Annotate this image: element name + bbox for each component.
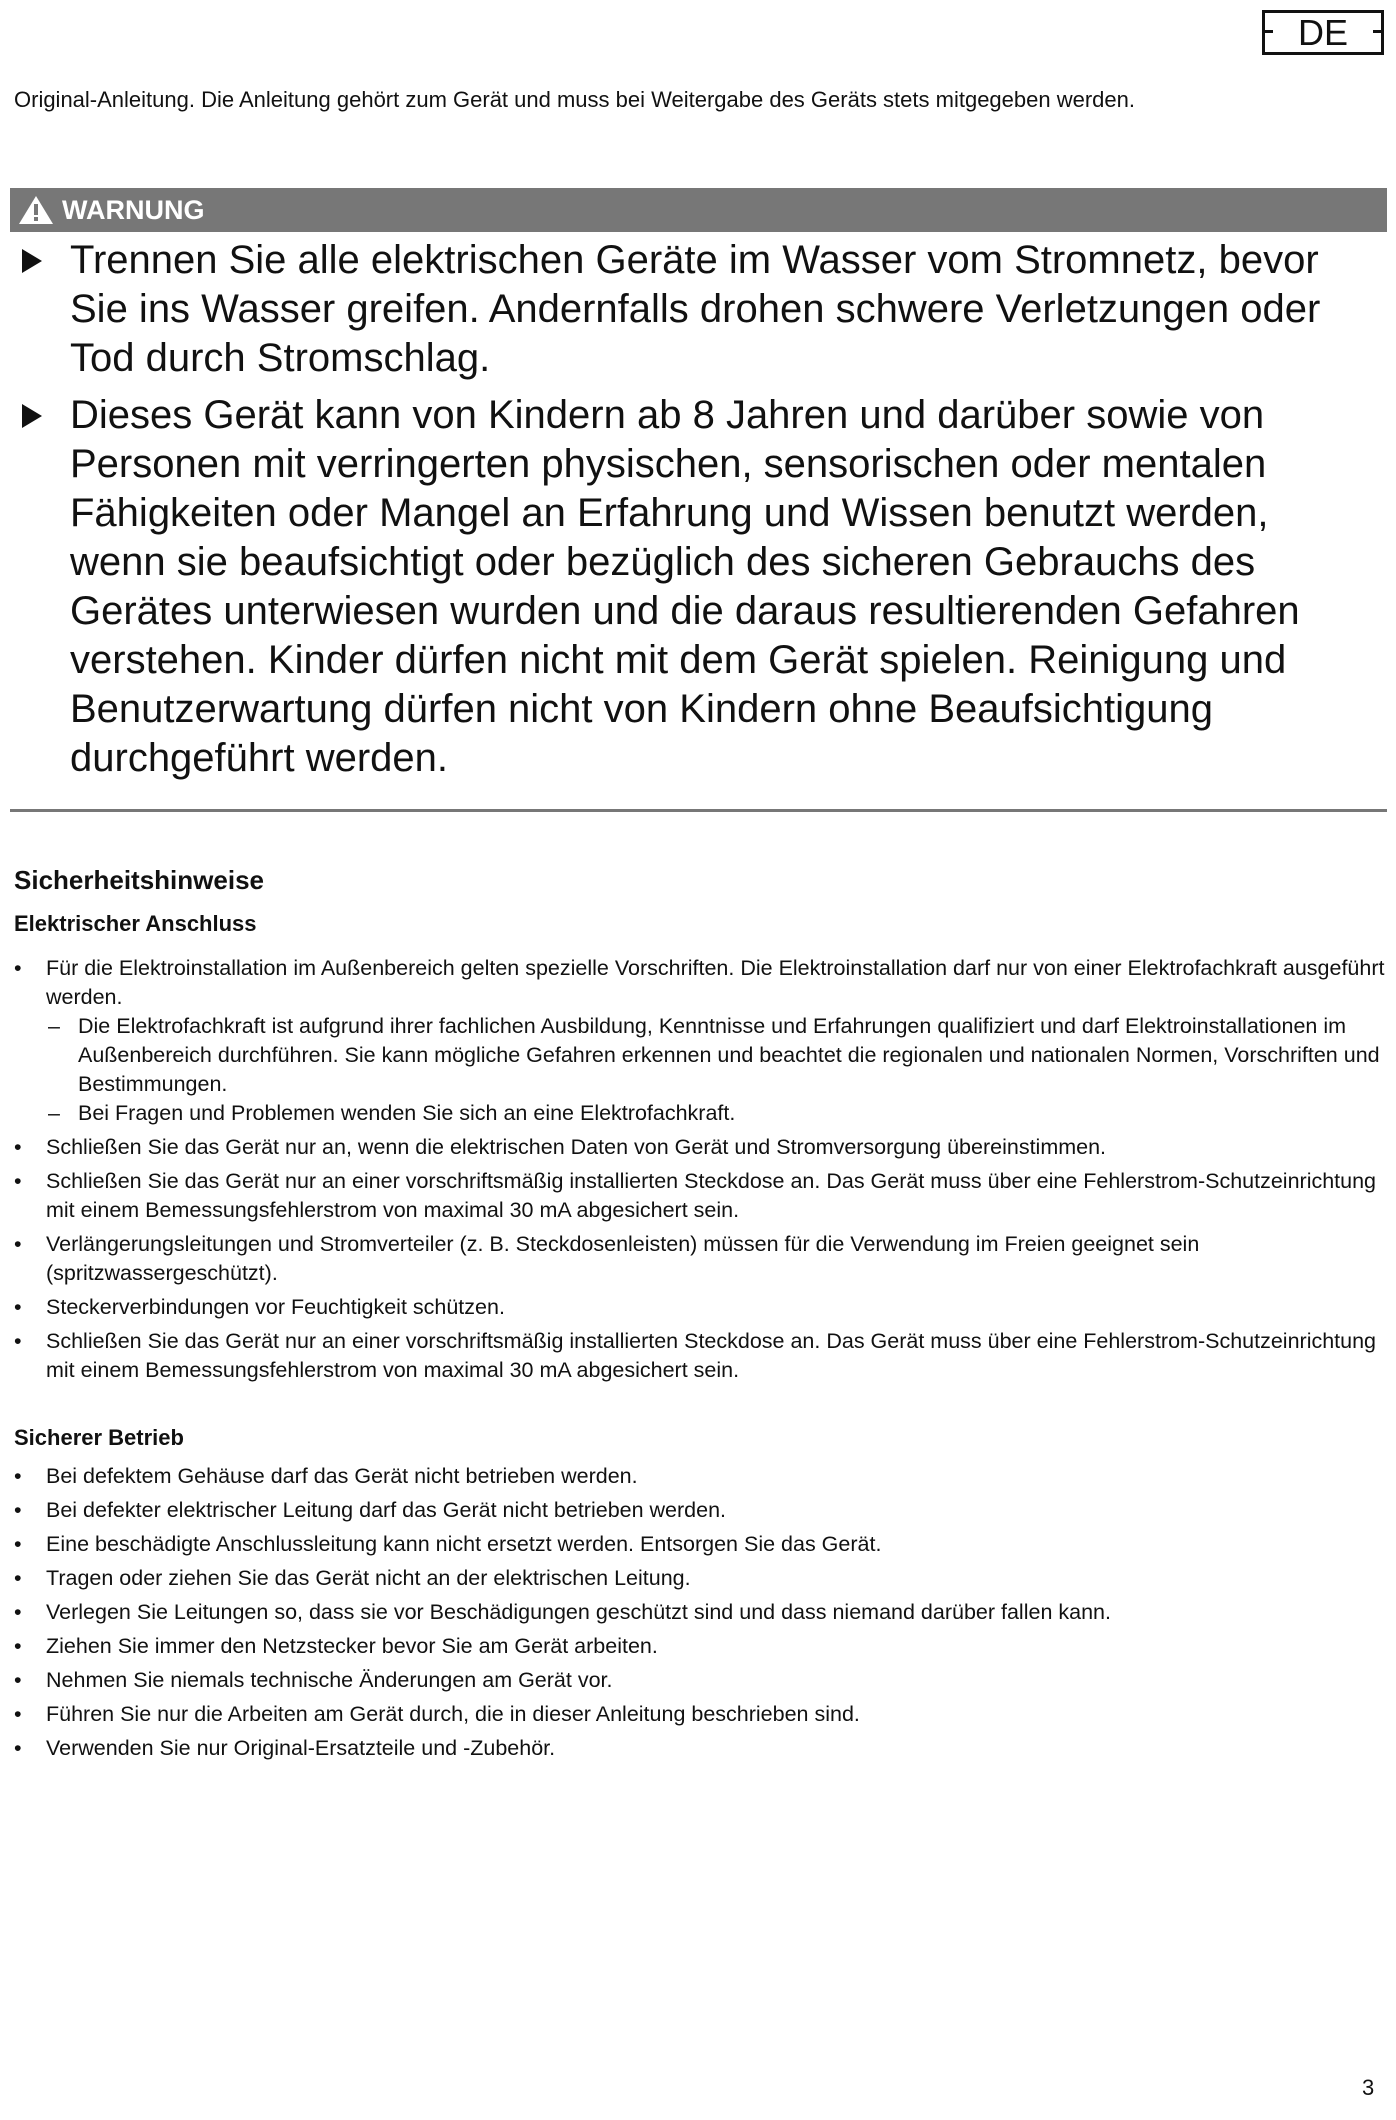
language-badge: [1262, 10, 1384, 55]
warning-label: WARNUNG: [62, 195, 205, 225]
warning-item-text: Trennen Sie alle elektrischen Geräte im Wasser vom Stromnetz, bevor Sie ins Wasser greifen. Andernfalls drohen schwere Verletzungen oder Tod durch Stromschlag.: [70, 238, 1321, 380]
list-item: [14, 1327, 1386, 1385]
arrow-right-icon: [22, 404, 42, 428]
list-item-text: Nehmen Sie niemals technische Änderungen am Gerät vor.: [46, 1668, 613, 1692]
badge-dash-left: [1263, 30, 1273, 33]
list-item: [14, 1564, 1386, 1593]
list-item-text: Führen Sie nur die Arbeiten am Gerät durch, die in dieser Anleitung beschrieben sind.: [46, 1702, 860, 1726]
bullet-icon: •: [14, 1169, 22, 1193]
warning-item-text: Dieses Gerät kann von Kindern ab 8 Jahren und darüber sowie von Personen mit verringerten physischen, sensorischen oder mentalen Fähigkeiten oder Mangel an Erfahrung und Wissen benutzt werden, wenn sie beaufsichtigt oder bezüglich des sicheren Gebrauchs des Gerätes unterwiesen wurden und die daraus resultierenden Gefahren verstehen. Kinder dürfen nicht mit dem Gerät spielen. Reinigung und Benutzerwartung dürfen nicht von Kindern ohne Beaufsichtigung durchgeführt werden.: [70, 393, 1300, 780]
list-item-text: Schließen Sie das Gerät nur an, wenn die elektrischen Daten von Gerät und Stromversorgung übereinstimmen.: [46, 1135, 1107, 1159]
warning-body: [0, 236, 1396, 791]
list-item-text: Eine beschädigte Anschlussleitung kann nicht ersetzt werden. Entsorgen Sie das Gerät.: [46, 1532, 882, 1556]
list-item-text: Tragen oder ziehen Sie das Gerät nicht an der elektrischen Leitung.: [46, 1566, 691, 1590]
list-item-text: Schließen Sie das Gerät nur an einer vorschriftsmäßig installierten Steckdose an. Das Gerät muss über eine Fehlerstrom-Schutzeinrichtung mit einem Bemessungsfehlerstrom von maximal 30 mA abgesichert sein.: [46, 1169, 1377, 1222]
section-title: Sicherheitshinweise: [14, 865, 264, 895]
list-item: [14, 1293, 1386, 1322]
bullet-icon: •: [14, 1634, 22, 1658]
warning-item: [70, 391, 1375, 783]
list-item: [14, 954, 1386, 1128]
bullet-icon: •: [14, 1135, 22, 1159]
sub-list-item: [48, 1012, 1386, 1099]
list-item-text: Verlegen Sie Leitungen so, dass sie vor Beschädigungen geschützt sind und dass niemand darüber fallen kann.: [46, 1600, 1111, 1624]
intro-text: Original-Anleitung. Die Anleitung gehört zum Gerät und muss bei Weitergabe des Geräts stets mitgegeben werden.: [14, 87, 1135, 112]
sub-list-item-text: Bei Fragen und Problemen wenden Sie sich an eine Elektrofachkraft.: [78, 1101, 736, 1125]
list-item: [14, 1700, 1386, 1729]
section-divider: [10, 809, 1387, 812]
bullet-icon: •: [14, 1329, 22, 1353]
list-item-text: Für die Elektroinstallation im Außenbereich gelten spezielle Vorschriften. Die Elektroinstallation darf nur von einer Elektrofachkraft ausgeführt werden.: [46, 956, 1385, 1009]
list-item-text: Steckerverbindungen vor Feuchtigkeit schützen.: [46, 1295, 505, 1319]
subsection-heading-electrical: Elektrischer Anschluss: [14, 911, 257, 936]
list-item-text: Bei defektem Gehäuse darf das Gerät nicht betrieben werden.: [46, 1464, 638, 1488]
list-item: [14, 1666, 1386, 1695]
list-item-text: Schließen Sie das Gerät nur an einer vorschriftsmäßig installierten Steckdose an. Das Gerät muss über eine Fehlerstrom-Schutzeinrichtung mit einem Bemessungsfehlerstrom von maximal 30 mA abgesichert sein.: [46, 1329, 1377, 1382]
subsection-heading-operation: Sicherer Betrieb: [14, 1425, 184, 1450]
list-item: [14, 1530, 1386, 1559]
warning-header: [10, 188, 1387, 232]
list-item: [14, 1734, 1386, 1763]
electrical-list: [0, 954, 1396, 1390]
sub-list-item-text: Die Elektrofachkraft ist aufgrund ihrer fachlichen Ausbildung, Kenntnisse und Erfahrungen qualifiziert und darf Elektroinstallationen im Außenbereich durchführen. Sie kann mögliche Gefahren erkennen und beachtet die regionalen und nationalen Normen, Vorschriften und Bestimmungen.: [78, 1014, 1380, 1096]
bullet-icon: •: [14, 1566, 22, 1590]
operation-list: [0, 1462, 1396, 1768]
list-item: [14, 1462, 1386, 1491]
bullet-icon: •: [14, 1532, 22, 1556]
bullet-icon: •: [14, 1736, 22, 1760]
sub-list-item: [48, 1099, 1386, 1128]
page-number: 3: [1362, 2075, 1375, 2100]
warning-triangle-icon: [18, 195, 54, 225]
badge-dash-right: [1373, 30, 1383, 33]
bullet-icon: •: [14, 1464, 22, 1488]
dash-icon: –: [48, 1014, 60, 1038]
bullet-icon: •: [14, 1295, 22, 1319]
dash-icon: –: [48, 1101, 60, 1125]
bullet-icon: •: [14, 1600, 22, 1624]
bullet-icon: •: [14, 1232, 22, 1256]
bullet-icon: •: [14, 1702, 22, 1726]
list-item-text: Verwenden Sie nur Original-Ersatzteile und -Zubehör.: [46, 1736, 556, 1760]
arrow-right-icon: [22, 249, 42, 273]
list-item-text: Ziehen Sie immer den Netzstecker bevor Sie am Gerät arbeiten.: [46, 1634, 658, 1658]
bullet-icon: •: [14, 956, 22, 980]
list-item: [14, 1496, 1386, 1525]
language-badge-label: DE: [1297, 12, 1348, 53]
bullet-icon: •: [14, 1498, 22, 1522]
list-item: [14, 1133, 1386, 1162]
bullet-icon: •: [14, 1668, 22, 1692]
list-item: [14, 1230, 1386, 1288]
list-item: [14, 1632, 1386, 1661]
list-item-text: Verlängerungsleitungen und Stromverteiler (z. B. Steckdosenleisten) müssen für die Verwendung im Freien geeignet sein (spritzwassergeschützt).: [46, 1232, 1200, 1285]
list-item-text: Bei defekter elektrischer Leitung darf das Gerät nicht betrieben werden.: [46, 1498, 727, 1522]
list-item: [14, 1598, 1386, 1627]
warning-item: [70, 236, 1375, 383]
list-item: [14, 1167, 1386, 1225]
